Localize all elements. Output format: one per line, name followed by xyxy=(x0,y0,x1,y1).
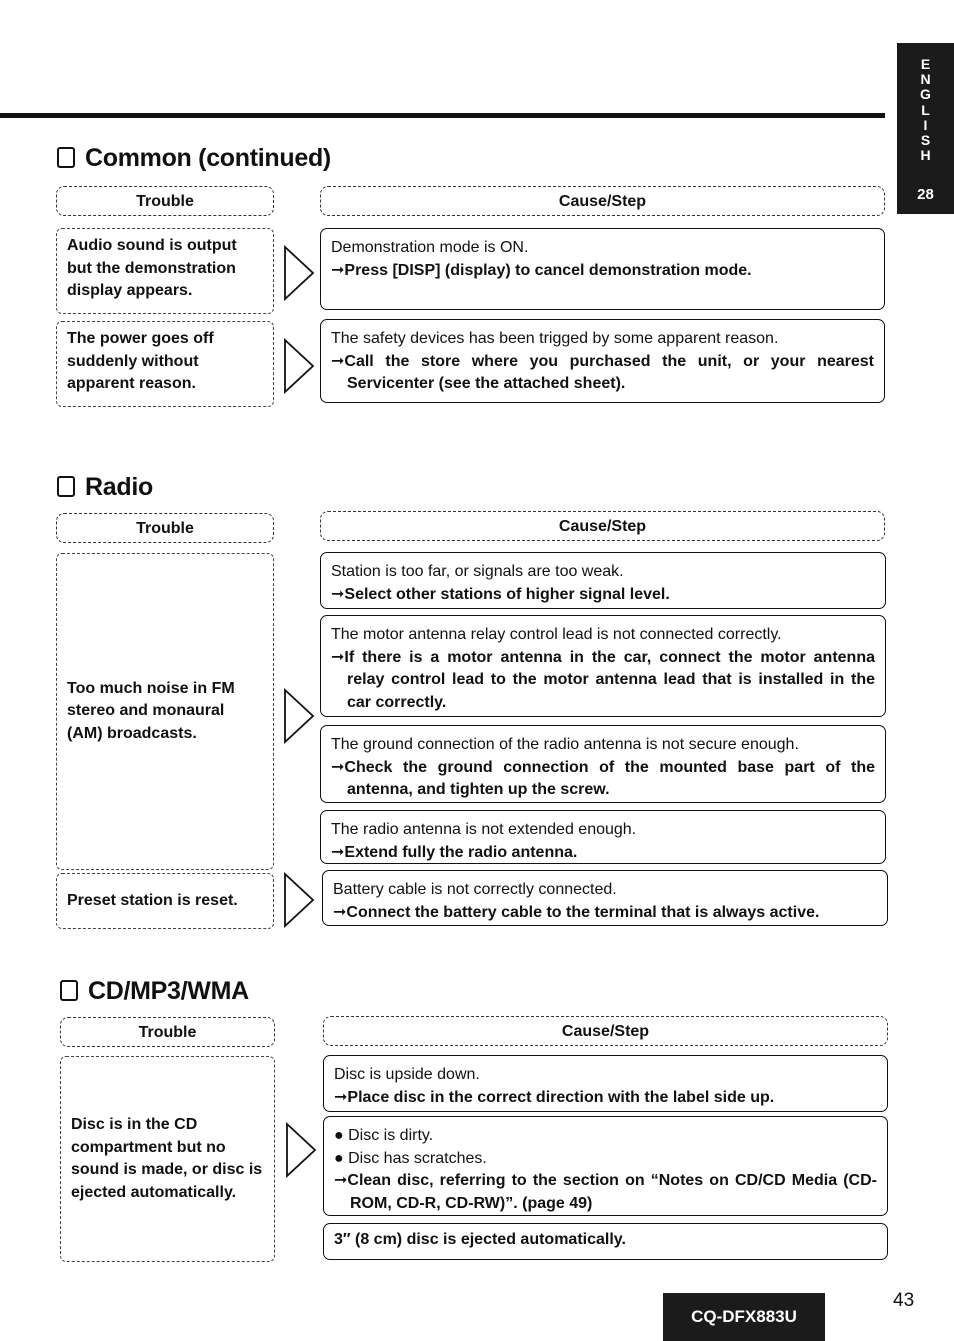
step-text: ➞Select other stations of higher signal level. xyxy=(331,585,670,603)
trouble-header: Trouble xyxy=(60,1017,275,1047)
trouble-cell xyxy=(60,1056,275,1262)
language-letter: E xyxy=(920,56,931,72)
step-text: ➞Place disc in the correct direction with the label side up. xyxy=(334,1088,775,1106)
checkbox-square-icon xyxy=(57,147,75,168)
bullet-text: ● Disc has scratches. xyxy=(334,1149,487,1167)
section-number: 28 xyxy=(917,186,934,203)
cause-box xyxy=(320,552,886,609)
cause-step-header: Cause/Step xyxy=(320,511,885,541)
cause-step-header: Cause/Step xyxy=(323,1016,888,1046)
trouble-text: Too much noise in FM stereo and monaural (AM) broadcasts. xyxy=(67,679,235,742)
section-title-text: Radio xyxy=(85,473,153,501)
trouble-cell xyxy=(56,228,274,314)
step-text: ➞Call the store where you purchased the unit, or your nearest Servicenter (see the attached sheet). xyxy=(331,352,874,392)
cause-box xyxy=(320,615,886,717)
bullet-text: ● Disc is dirty. xyxy=(334,1127,434,1144)
language-letter: S xyxy=(920,132,931,149)
cause-text: Battery cable is not correctly connected. xyxy=(333,881,617,898)
cause-box xyxy=(323,1116,888,1216)
trouble-cell xyxy=(56,553,274,870)
step-text: 3″ (8 cm) disc is ejected automatically. xyxy=(334,1231,626,1248)
section-title-common xyxy=(57,143,331,173)
language-letter: I xyxy=(923,116,928,133)
section-title-cd xyxy=(60,976,249,1006)
trouble-cell xyxy=(56,321,274,407)
trouble-header: Trouble xyxy=(56,513,274,543)
cause-box xyxy=(322,870,888,926)
cause-text: Disc is upside down. xyxy=(334,1066,480,1083)
step-text: ➞Connect the battery cable to the terminal that is always active. xyxy=(333,903,820,921)
step-text: ➞Press [DISP] (display) to cancel demonstration mode. xyxy=(331,261,752,279)
cause-box xyxy=(320,228,885,310)
arrow-triangle-icon xyxy=(283,338,315,394)
checkbox-square-icon xyxy=(57,476,75,497)
language-letter: N xyxy=(920,71,931,88)
arrow-triangle-icon xyxy=(283,245,315,301)
model-number-badge: CQ-DFX883U xyxy=(663,1293,825,1341)
cause-text: The safety devices has been trigged by some apparent reason. xyxy=(331,330,779,347)
trouble-text: The power goes off suddenly without apparent reason. xyxy=(67,330,214,392)
cause-box xyxy=(320,810,886,864)
cause-text: The radio antenna is not extended enough. xyxy=(331,821,637,838)
checkbox-square-icon xyxy=(60,980,78,1001)
cause-text: The ground connection of the radio antenna is not secure enough. xyxy=(331,736,799,753)
trouble-text: Audio sound is output but the demonstration display appears. xyxy=(67,237,237,299)
language-letter: G xyxy=(920,86,931,103)
cause-box xyxy=(320,319,885,403)
language-letter: H xyxy=(920,147,931,164)
section-title-radio xyxy=(57,472,153,502)
section-title-text: Common (continued) xyxy=(85,144,331,172)
trouble-text: Preset station is reset. xyxy=(67,891,238,909)
cause-text: Demonstration mode is ON. xyxy=(331,239,529,256)
cause-text: Station is too far, or signals are too weak. xyxy=(331,563,624,580)
cause-step-header: Cause/Step xyxy=(320,186,885,216)
language-side-tab xyxy=(897,43,954,214)
step-text: ➞Extend fully the radio antenna. xyxy=(331,843,578,861)
step-text: ➞Check the ground connection of the mounted base part of the antenna, and tighten up the screw. xyxy=(331,758,875,798)
trouble-cell xyxy=(56,873,274,929)
cause-text: The motor antenna relay control lead is not connected correctly. xyxy=(331,626,782,643)
trouble-header: Trouble xyxy=(56,186,274,216)
cause-box xyxy=(323,1223,888,1260)
section-title-text: CD/MP3/WMA xyxy=(88,977,249,1005)
arrow-triangle-icon xyxy=(285,1122,317,1178)
trouble-text: Disc is in the CD compartment but no sound is made, or disc is ejected automatically. xyxy=(71,1116,263,1201)
top-rule xyxy=(0,113,885,118)
arrow-triangle-icon xyxy=(283,872,315,928)
language-letter: L xyxy=(921,101,930,118)
language-label xyxy=(897,57,954,163)
cause-box xyxy=(320,725,886,803)
step-text: ➞Clean disc, referring to the section on “Notes on CD/CD Media (CD-ROM, CD-R, CD-RW)”. (page 49) xyxy=(334,1172,877,1212)
arrow-triangle-icon xyxy=(283,688,315,744)
cause-box xyxy=(323,1055,888,1112)
step-text: ➞If there is a motor antenna in the car, connect the motor antenna relay control lead to the motor antenna lead that is installed in the car correctly. xyxy=(331,648,875,711)
page-number: 43 xyxy=(893,1290,915,1311)
